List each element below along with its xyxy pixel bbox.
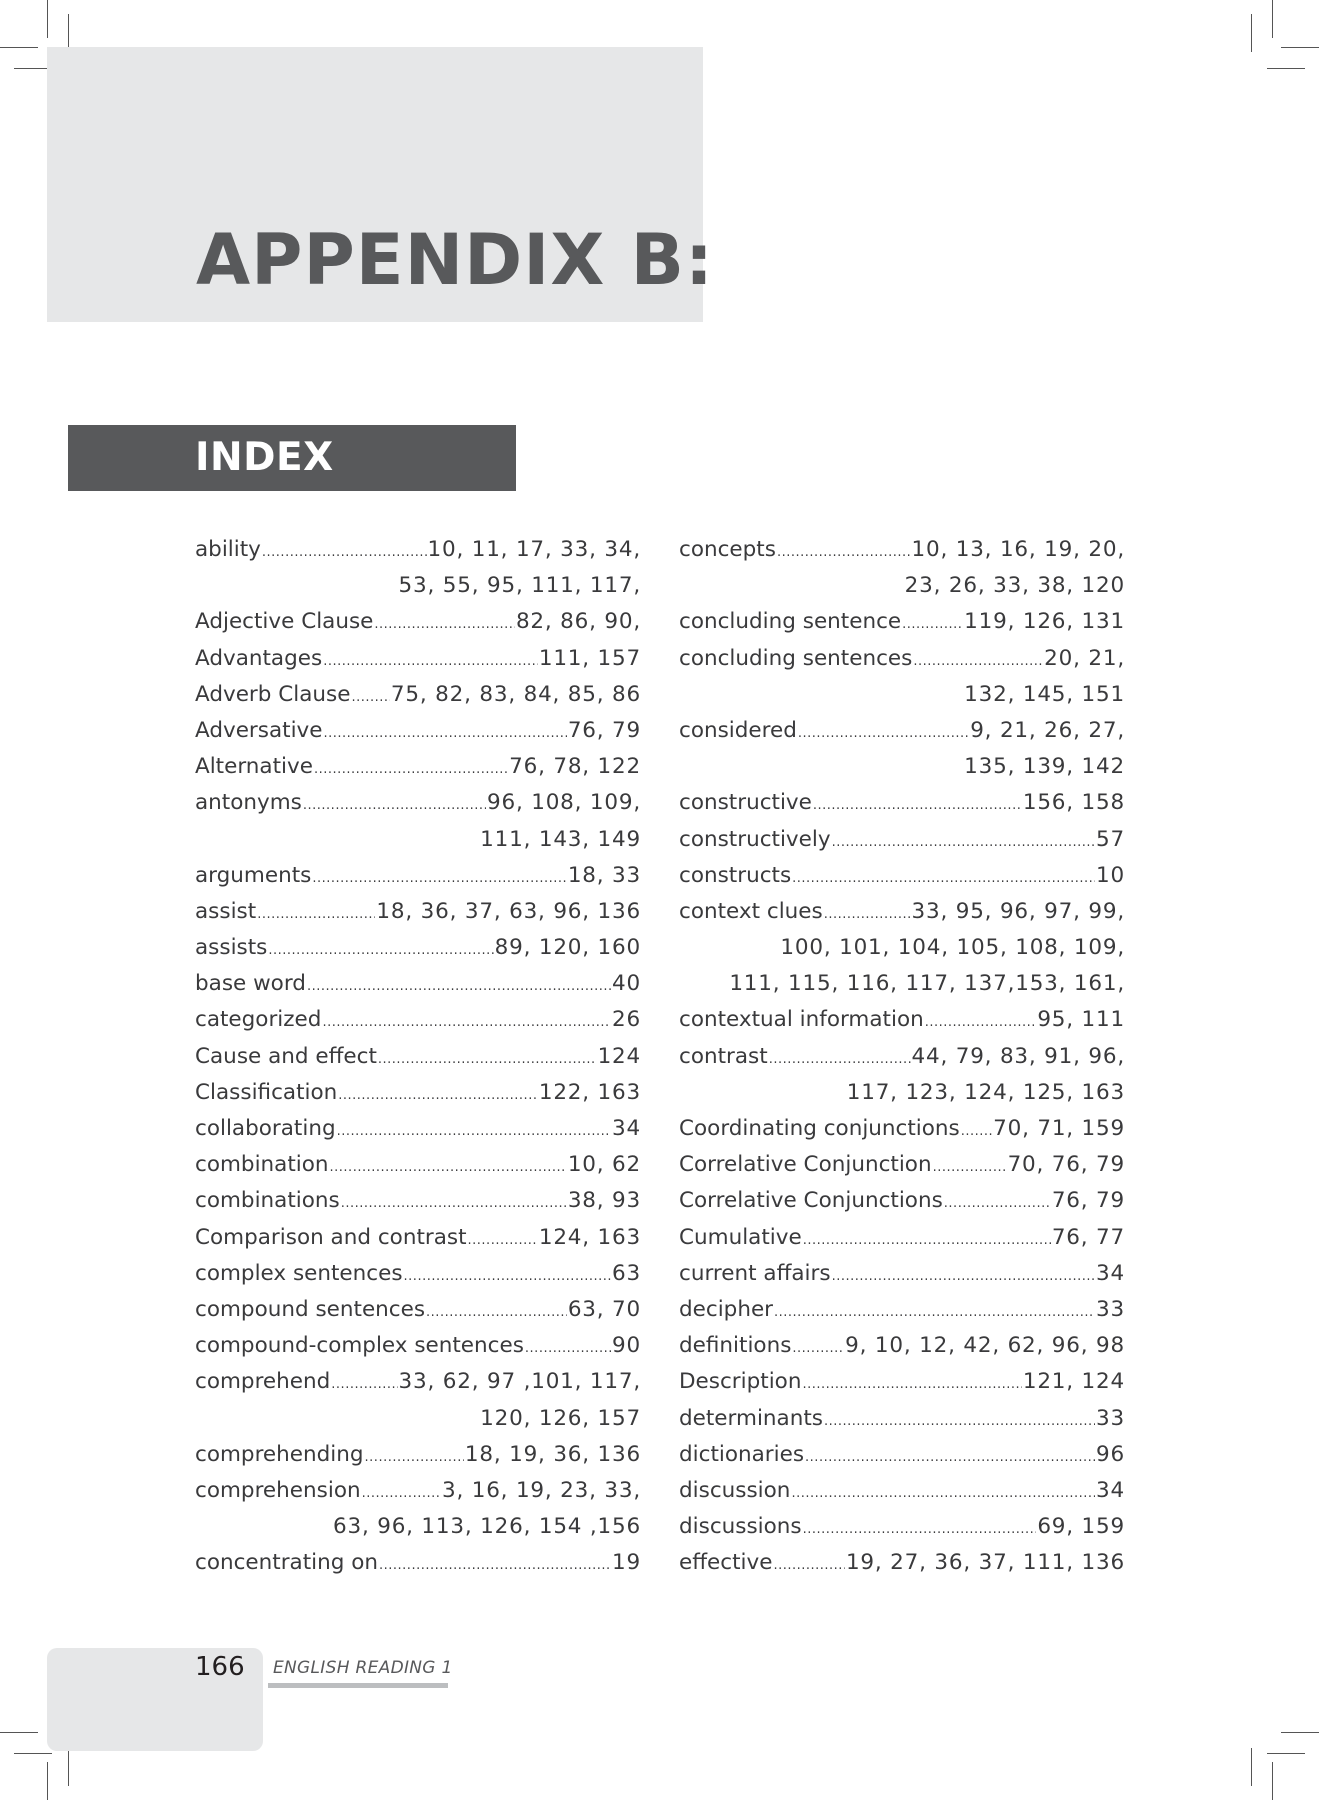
index-entry-line [195, 1364, 641, 1400]
index-entry [195, 713, 641, 749]
dot-leader [426, 1295, 567, 1331]
index-entry [679, 641, 1125, 713]
index-term: Advantages [195, 645, 323, 671]
index-entry-line [679, 822, 1125, 858]
index-entry-line [679, 532, 1125, 568]
index-term: Correlative Conjunction [679, 1152, 932, 1178]
index-entry-line [195, 1437, 641, 1473]
index-pages-continued: 63, 96, 113, 126, 154 ,156 [332, 1514, 641, 1540]
index-pages: 119, 126, 131 [964, 609, 1125, 635]
index-term: concentrating on [195, 1550, 379, 1576]
index-term: combinations [195, 1188, 340, 1214]
index-entry-line [679, 1328, 1125, 1364]
index-term: compound-complex sentences [195, 1333, 524, 1359]
dot-leader [365, 1440, 464, 1476]
index-entry [195, 677, 641, 713]
crop-mark [1281, 1732, 1319, 1733]
index-term: dictionaries [679, 1441, 805, 1467]
dot-leader [773, 1548, 844, 1584]
index-pages: 10 [1096, 862, 1125, 888]
index-term: contextual information [679, 1007, 924, 1033]
index-entry [679, 1039, 1125, 1111]
index-pages: 40 [612, 971, 641, 997]
dot-leader [362, 1476, 441, 1512]
index-pages-continued: 120, 126, 157 [480, 1405, 641, 1431]
index-term: Cause and effect [195, 1043, 377, 1069]
dot-leader [802, 1367, 1021, 1403]
index-pages: 19, 27, 36, 37, 111, 136 [845, 1550, 1125, 1576]
index-term: complex sentences [195, 1260, 403, 1286]
index-entry [679, 1111, 1125, 1147]
index-pages: 34 [612, 1116, 641, 1141]
appendix-title-block [47, 47, 715, 322]
crop-mark [1251, 14, 1252, 52]
index-entry-line [679, 1111, 1125, 1147]
footer-rule [268, 1683, 448, 1688]
index-term: ability [195, 537, 261, 562]
crop-mark [14, 1753, 52, 1754]
index-pages: 38, 93 [567, 1188, 641, 1214]
index-entry-line [195, 713, 641, 749]
index-entry [195, 1220, 641, 1256]
index-entry-line [679, 1292, 1125, 1328]
crop-mark [1272, 1762, 1273, 1800]
dot-leader [341, 1186, 567, 1222]
index-pages: 82, 86, 90, [515, 609, 641, 635]
crop-mark [1267, 68, 1305, 69]
index-pages: 69, 159 [1037, 1514, 1125, 1540]
dot-leader [268, 933, 493, 969]
index-pages: 3, 16, 19, 23, 33, [441, 1477, 641, 1503]
index-entry [679, 1220, 1125, 1256]
dot-leader [813, 788, 1022, 824]
index-entry [679, 822, 1125, 858]
dot-leader [378, 1042, 597, 1078]
index-entry-line [195, 532, 641, 568]
index-entry-line [679, 713, 1125, 749]
index-term: comprehension [195, 1477, 361, 1503]
index-entry-line [195, 785, 641, 821]
index-entry-line [679, 1039, 1125, 1075]
index-entry-line [679, 1147, 1125, 1183]
index-term: base word [195, 971, 306, 997]
index-entry [679, 1545, 1125, 1581]
index-pages: 44, 79, 83, 91, 96, [911, 1043, 1125, 1069]
index-pages: 18, 36, 37, 63, 96, 136 [376, 898, 641, 924]
index-entry [679, 1437, 1125, 1473]
dot-leader [961, 1114, 992, 1150]
index-term: discussions [679, 1514, 802, 1540]
index-pages: 70, 76, 79 [1007, 1152, 1125, 1178]
index-term: effective [679, 1550, 773, 1576]
index-pages-continued: 132, 145, 151 [964, 681, 1125, 707]
dot-leader [824, 897, 911, 933]
index-term: categorized [195, 1007, 322, 1033]
index-pages: 9, 10, 12, 42, 62, 96, 98 [845, 1333, 1125, 1359]
index-entry [195, 1437, 641, 1473]
dot-leader [913, 644, 1043, 680]
index-pages: 63, 70 [567, 1296, 641, 1322]
index-term: Adjective Clause [195, 609, 374, 635]
index-entry-line [195, 677, 641, 713]
dot-leader [338, 1078, 538, 1114]
index-pages: 96 [1096, 1441, 1125, 1467]
dot-leader [322, 1005, 611, 1041]
index-entry-line [679, 641, 1125, 677]
crop-mark [1251, 1748, 1252, 1786]
dot-leader [798, 716, 969, 752]
index-pages: 34 [1096, 1477, 1125, 1503]
dot-leader [777, 535, 911, 571]
dot-leader [312, 861, 566, 897]
index-term: assists [195, 935, 268, 961]
index-term: Adversative [195, 717, 323, 743]
dot-leader [324, 716, 567, 752]
index-entry [679, 894, 1125, 1003]
index-entry [195, 1039, 641, 1075]
index-term: collaborating [195, 1116, 336, 1141]
index-term: current affairs [679, 1260, 831, 1286]
index-term: comprehending [195, 1441, 364, 1467]
dot-leader [404, 1259, 611, 1295]
index-entry [679, 1147, 1125, 1183]
index-entry [679, 1292, 1125, 1328]
index-term: Cumulative [679, 1224, 802, 1250]
index-entry [679, 1364, 1125, 1400]
index-entry-line [195, 1183, 641, 1219]
index-entry-line [195, 1002, 641, 1038]
index-pages-continued: 23, 26, 33, 38, 120 [904, 573, 1125, 599]
index-pages: 76, 79 [567, 717, 641, 743]
index-entry [195, 749, 641, 785]
index-pages: 10, 11, 17, 33, 34, [427, 537, 641, 562]
dot-leader [769, 1042, 911, 1078]
index-entry [195, 1364, 641, 1436]
index-pages: 156, 158 [1022, 790, 1125, 816]
index-term: comprehend [195, 1369, 331, 1395]
index-term: combination [195, 1152, 329, 1178]
index-entry-line [679, 1256, 1125, 1292]
dot-leader [803, 1223, 1051, 1259]
dot-leader [379, 1548, 611, 1584]
index-entry-line [195, 966, 641, 1002]
index-entry [195, 1075, 641, 1111]
crop-mark [0, 47, 38, 48]
index-pages: 33, 62, 97 ,101, 117, [398, 1369, 641, 1395]
index-entry [195, 1292, 641, 1328]
index-pages: 111, 157 [538, 645, 641, 671]
index-pages-continued: 117, 123, 124, 125, 163 [846, 1079, 1125, 1105]
index-term: constructs [679, 862, 792, 888]
dot-leader [307, 969, 611, 1005]
index-entry [195, 1328, 641, 1364]
index-pages: 33, 95, 96, 97, 99, [911, 898, 1125, 924]
index-pages: 90 [612, 1333, 641, 1359]
index-entry-line [679, 604, 1125, 640]
index-term: contrast [679, 1043, 768, 1069]
crop-mark [68, 1748, 69, 1786]
index-entry [195, 604, 641, 640]
index-entry [195, 1473, 641, 1545]
index-entry [679, 1183, 1125, 1219]
index-entry-line [195, 641, 641, 677]
index-term: concepts [679, 537, 776, 562]
dot-leader [933, 1150, 1007, 1186]
index-entry-line [679, 1401, 1125, 1437]
index-entry [679, 785, 1125, 821]
index-entry-line [195, 1328, 641, 1364]
index-entry [195, 894, 641, 930]
index-pages: 19 [612, 1550, 641, 1576]
index-pages: 121, 124 [1022, 1369, 1125, 1395]
index-term: context clues [679, 898, 823, 924]
index-entry [195, 1183, 641, 1219]
index-pages-continued: 135, 139, 142 [964, 754, 1125, 780]
index-entry-line [195, 894, 641, 930]
index-term: arguments [195, 862, 312, 888]
index-entry [195, 930, 641, 966]
index-pages-continued: 100, 101, 104, 105, 108, 109, [780, 935, 1125, 961]
index-entry [679, 1509, 1125, 1545]
dot-leader [330, 1150, 567, 1186]
index-term: decipher [679, 1296, 774, 1322]
index-pages: 63 [612, 1260, 641, 1286]
index-entry-line [195, 1147, 641, 1183]
index-pages: 20, 21, [1044, 645, 1125, 671]
index-entry [679, 1473, 1125, 1509]
index-entry [195, 785, 641, 857]
index-entry-line [195, 749, 641, 785]
crop-mark [47, 0, 48, 38]
index-entry-line [195, 930, 641, 966]
index-term: definitions [679, 1333, 792, 1359]
index-pages: 96, 108, 109, [486, 790, 641, 816]
page-number: 166 [195, 1652, 245, 1682]
index-entry [195, 641, 641, 677]
index-entry [195, 1111, 641, 1147]
index-pages: 76, 77 [1051, 1224, 1125, 1250]
index-entry-line [195, 1220, 641, 1256]
index-column-right [679, 532, 1125, 1581]
index-pages-continued: 111, 143, 149 [480, 826, 641, 852]
index-term: constructively [679, 826, 831, 852]
crop-mark [0, 1732, 38, 1733]
index-term: Correlative Conjunctions [679, 1188, 943, 1214]
index-pages: 26 [612, 1007, 641, 1033]
index-entry-line [679, 894, 1125, 930]
index-pages: 33 [1096, 1296, 1125, 1322]
index-pages: 33 [1096, 1405, 1125, 1431]
index-column-left [195, 532, 641, 1581]
index-entry [195, 858, 641, 894]
index-entry [195, 1002, 641, 1038]
dot-leader [323, 644, 538, 680]
index-entry-line [679, 785, 1125, 821]
index-term: Coordinating conjunctions [679, 1116, 960, 1141]
index-entry [195, 1545, 641, 1581]
index-entry-line [679, 1183, 1125, 1219]
index-pages: 70, 71, 159 [993, 1116, 1125, 1141]
index-entry-line [195, 1292, 641, 1328]
dot-leader [257, 897, 375, 933]
index-pages: 122, 163 [538, 1079, 641, 1105]
index-entry-line [679, 1364, 1125, 1400]
index-entry-line [195, 1039, 641, 1075]
dot-leader [791, 1476, 1095, 1512]
index-term: considered [679, 717, 797, 743]
index-entry [679, 532, 1125, 604]
dot-leader [525, 1331, 611, 1367]
index-pages: 124 [597, 1043, 641, 1069]
index-term: Description [679, 1369, 802, 1395]
index-pages-continued: 111, 115, 116, 117, 137,153, 161, [729, 971, 1125, 997]
crop-mark [1267, 1753, 1305, 1754]
index-entry-line [195, 1473, 641, 1509]
index-pages: 34 [1096, 1260, 1125, 1286]
index-entry-line [195, 1111, 641, 1147]
index-pages: 10, 13, 16, 19, 20, [911, 537, 1125, 562]
index-pages: 10, 62 [567, 1152, 641, 1178]
index-term: Adverb Clause [195, 681, 351, 707]
index-term: determinants [679, 1405, 823, 1431]
index-entry-line [679, 1473, 1125, 1509]
index-pages: 57 [1096, 826, 1125, 852]
index-entry [195, 1256, 641, 1292]
dot-leader [824, 1404, 1095, 1440]
index-pages: 75, 82, 83, 84, 85, 86 [390, 681, 641, 707]
dot-leader [805, 1440, 1095, 1476]
index-entry-line [679, 1437, 1125, 1473]
dot-leader [262, 535, 427, 571]
crop-mark [47, 1762, 48, 1800]
dot-leader [925, 1005, 1037, 1041]
index-pages: 95, 111 [1037, 1007, 1125, 1033]
book-title: ENGLISH READING 1 [273, 1658, 453, 1678]
dot-leader [944, 1186, 1051, 1222]
dot-leader [902, 607, 963, 643]
index-entry [195, 532, 641, 604]
index-entry-line [679, 1545, 1125, 1581]
index-pages: 124, 163 [538, 1224, 641, 1250]
index-entry-line [195, 604, 641, 640]
dot-leader [468, 1223, 538, 1259]
index-entry [679, 604, 1125, 640]
index-pages: 18, 33 [567, 862, 641, 888]
dot-leader [337, 1114, 611, 1150]
index-entry [679, 1002, 1125, 1038]
index-pages-continued: 53, 55, 95, 111, 117, [398, 573, 641, 599]
dot-leader [832, 825, 1095, 861]
index-entry-line [679, 1509, 1125, 1545]
index-term: assist [195, 898, 257, 924]
index-term: Classification [195, 1079, 338, 1105]
index-entry-line [195, 1075, 641, 1111]
dot-leader [374, 607, 515, 643]
dot-leader [314, 752, 508, 788]
appendix-title: APPENDIX B: [196, 219, 715, 301]
index-title: INDEX [195, 435, 334, 480]
index-entry-line [195, 1256, 641, 1292]
index-pages: 76, 78, 122 [509, 754, 641, 780]
dot-leader [351, 680, 389, 716]
index-entry [679, 713, 1125, 785]
dot-leader [774, 1295, 1095, 1331]
index-heading-bar [68, 425, 516, 491]
index-pages: 18, 19, 36, 136 [464, 1441, 641, 1467]
index-entry-line [679, 1220, 1125, 1256]
index-term: compound sentences [195, 1296, 426, 1322]
index-term: constructive [679, 790, 812, 816]
index-entry [195, 1147, 641, 1183]
index-entry-line [679, 1002, 1125, 1038]
dot-leader [792, 1331, 844, 1367]
dot-leader [792, 861, 1095, 897]
index-term: Comparison and contrast [195, 1224, 467, 1250]
dot-leader [331, 1367, 397, 1403]
index-entry [679, 1328, 1125, 1364]
index-term: concluding sentences [679, 645, 913, 671]
dot-leader [832, 1259, 1095, 1295]
index-pages: 9, 21, 26, 27, [970, 717, 1125, 743]
crop-mark [1281, 47, 1319, 48]
index-term: discussion [679, 1477, 791, 1503]
index-term: concluding sentence [679, 609, 902, 635]
dot-leader [803, 1512, 1037, 1548]
index-entry [679, 1256, 1125, 1292]
index-entry [679, 1401, 1125, 1437]
index-entry [679, 858, 1125, 894]
index-term: Alternative [195, 754, 313, 780]
index-entry-line [679, 858, 1125, 894]
crop-mark [1272, 0, 1273, 38]
index-pages: 89, 120, 160 [494, 935, 641, 961]
index-entry-line [195, 1545, 641, 1581]
index-entry [195, 966, 641, 1002]
index-term: antonyms [195, 790, 302, 816]
index-entry-line [195, 858, 641, 894]
index-pages: 76, 79 [1051, 1188, 1125, 1214]
dot-leader [303, 788, 486, 824]
